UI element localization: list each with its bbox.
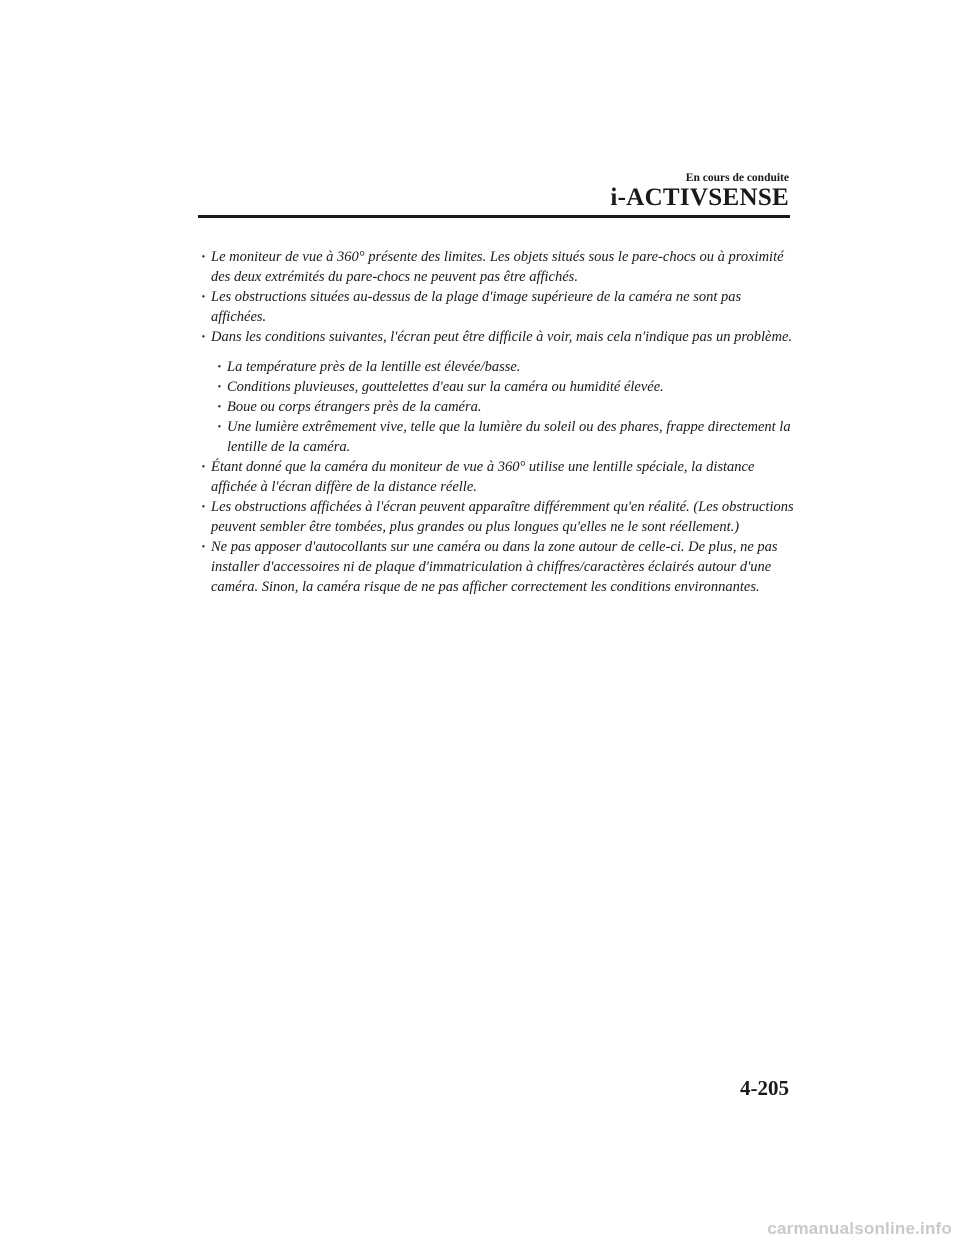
page-number: 4-205 <box>740 1076 789 1100</box>
watermark: carmanualsonline.info <box>767 1219 952 1238</box>
content-body <box>198 247 798 597</box>
bullet-item: · Ne pas apposer d'autocollants sur une caméra ou dans la zone autour de celle-ci. De plus, ne pas installer d'accessoires ni de plaque d'immatriculation à chiffres/caractères éclairés autour d'une caméra. Sinon, la caméra risque de ne pas afficher correctement les conditions environnantes. <box>198 537 798 597</box>
header-divider <box>198 215 790 218</box>
sub-bullet-list <box>198 357 798 457</box>
bullet-item: · Les obstructions situées au-dessus de la plage d'image supérieure de la caméra ne sont pas affichées. <box>198 287 798 327</box>
bullet-item: · Dans les conditions suivantes, l'écran peut être difficile à voir, mais cela n'indique pas un problème. <box>198 327 798 347</box>
sub-bullet-item: · Boue ou corps étrangers près de la caméra. <box>214 397 798 417</box>
bullet-item: · Le moniteur de vue à 360° présente des limites. Les objets situés sous le pare-chocs ou à proximité des deux extrémités du pare-chocs ne peuvent pas être affichés. <box>198 247 798 287</box>
bullet-item: · Les obstructions affichées à l'écran peuvent apparaître différemment qu'en réalité. (Les obstructions peuvent sembler être tombées, plus grandes ou plus longues qu'elles ne le sont réellement.) <box>198 497 798 537</box>
chapter-title: i-ACTIVSENSE <box>610 184 789 211</box>
sub-bullet-item: · Une lumière extrêmement vive, telle que la lumière du soleil ou des phares, frappe directement la lentille de la caméra. <box>214 417 798 457</box>
bullet-item: · Étant donné que la caméra du moniteur de vue à 360° utilise une lentille spéciale, la distance affichée à l'écran diffère de la distance réelle. <box>198 457 798 497</box>
sub-bullet-item: · Conditions pluvieuses, gouttelettes d'eau sur la caméra ou humidité élevée. <box>214 377 798 397</box>
section-label: En cours de conduite <box>685 172 789 184</box>
sub-bullet-item: · La température près de la lentille est élevée/basse. <box>214 357 798 377</box>
